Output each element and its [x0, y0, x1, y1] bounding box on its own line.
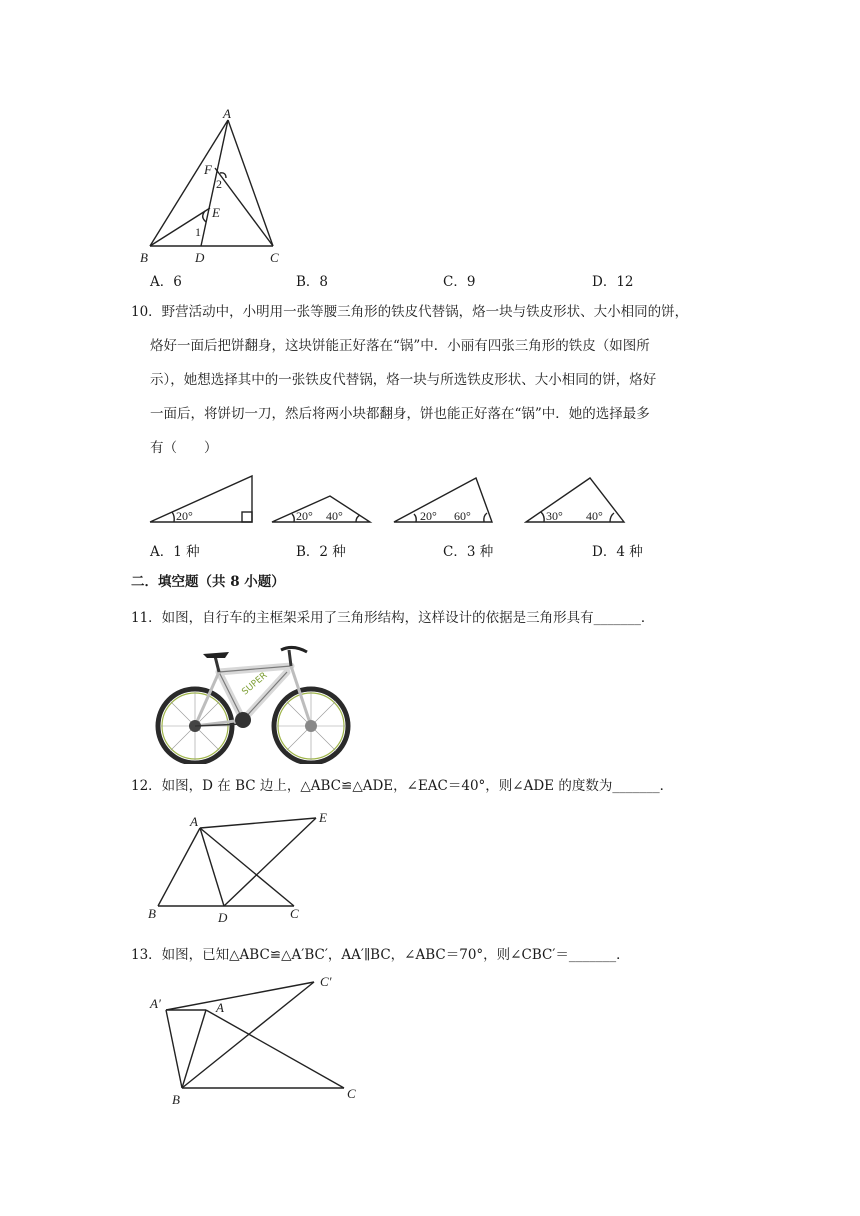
q13-label-c: C [347, 1086, 356, 1101]
q12-label-d: D [218, 910, 228, 925]
q10-t4-angle-b: 40° [586, 509, 603, 523]
q10-triangle-4 [524, 476, 628, 526]
q9-angle-1: 1 [195, 225, 201, 239]
q10-option-d[interactable]: D．4 种 [592, 544, 643, 560]
q9-option-c[interactable]: C．9 [443, 274, 476, 290]
q10-t1-angle-a: 20° [176, 509, 193, 523]
q9-angle-2: 2 [216, 177, 222, 191]
q12-label-b: B [148, 906, 156, 921]
section-heading-fill-blank: 二．填空题（共 8 小题） [131, 574, 285, 590]
q10-t2-angle-a: 20° [296, 509, 313, 523]
q12-figure [144, 808, 340, 928]
q13-label-a-prime: A′ [150, 996, 161, 1011]
q10-triangle-2 [270, 494, 374, 526]
q9-option-d[interactable]: D．12 [592, 274, 634, 290]
q10-t3-angle-a: 20° [420, 509, 437, 523]
q10-t2-angle-b: 40° [326, 509, 343, 523]
q10-triangle-3 [392, 476, 496, 526]
q11-bicycle-figure [151, 640, 357, 764]
q13-text: 13．如图，已知△ABC≌△A′BC′，AA′∥BC，∠ABC＝70°，则∠CBC′＝_______． [131, 947, 630, 963]
q9-label-e: E [212, 205, 220, 220]
q10-line-4: 一面后，将饼切一刀，然后将两小块都翻身，饼也能正好落在“锅”中．她的选择最多 [150, 406, 650, 422]
q12-label-c: C [290, 906, 299, 921]
q9-label-c: C [270, 250, 279, 265]
q10-line-2: 烙好一面后把饼翻身，这块饼能正好落在“锅”中．小丽有四张三角形的铁皮（如图所 [150, 338, 650, 354]
q13-label-c-prime: C′ [320, 974, 332, 989]
q11-text: 11．如图，自行车的主框架采用了三角形结构，这样设计的依据是三角形具有_______． [131, 610, 655, 626]
q10-line-5: 有（ ） [150, 440, 218, 456]
q13-label-b: B [172, 1092, 180, 1107]
q9-option-b[interactable]: B．8 [296, 274, 329, 290]
q10-option-b[interactable]: B．2 种 [296, 544, 346, 560]
q12-text: 12．如图，D 在 BC 边上，△ABC≌△ADE，∠EAC＝40°，则∠ADE 的度数为_______． [131, 778, 674, 794]
q9-option-a[interactable]: A．6 [150, 274, 182, 290]
q10-line-1: 10．野营活动中，小明用一张等腰三角形的铁皮代替锅，烙一块与铁皮形状、大小相同的饼， [131, 304, 689, 320]
q9-label-d: D [195, 250, 205, 265]
q13-label-a: A [216, 1000, 224, 1015]
q9-label-b: B [140, 250, 148, 265]
q10-option-c[interactable]: C．3 种 [443, 544, 494, 560]
q10-t3-angle-b: 60° [454, 509, 471, 523]
q10-t4-angle-a: 30° [546, 509, 563, 523]
q10-option-a[interactable]: A．1 种 [150, 544, 200, 560]
q12-label-e: E [319, 810, 327, 825]
q9-label-f: F [204, 162, 212, 177]
q9-label-a: A [223, 106, 231, 121]
q10-triangle-1 [148, 474, 258, 526]
svg-text:SUPER: SUPER [240, 670, 270, 698]
q9-figure [140, 104, 290, 266]
q12-label-a: A [190, 814, 198, 829]
q13-figure [144, 970, 368, 1110]
q10-line-3: 示），她想选择其中的一张铁皮代替锅，烙一块与所选铁皮形状、大小相同的饼，烙好 [150, 372, 657, 388]
